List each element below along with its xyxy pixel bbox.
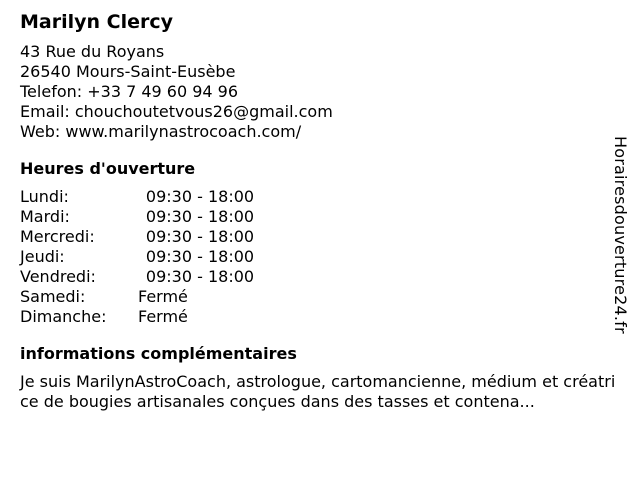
hours-time: 09:30 - 18:00 — [145, 247, 255, 266]
additional-info-text: Je suis MarilynAstroCoach, astrologue, cartomancienne, médium et créatrice de bougies artisanales conçues dans des tasses et contena... — [20, 372, 616, 411]
hours-day: Mercredi: — [20, 227, 95, 246]
business-name: Marilyn Clercy — [20, 11, 174, 33]
address-street: 43 Rue du Royans — [20, 42, 165, 61]
hours-time: 09:30 - 18:00 — [145, 187, 255, 206]
hours-row-tuesday — [20, 207, 262, 227]
business-card — [20, 8, 620, 412]
email-line: Email: chouchoutetvous26@gmail.com — [20, 102, 333, 121]
phone-line: Telefon: +33 7 49 60 94 96 — [20, 82, 239, 101]
hours-row-friday — [20, 267, 262, 287]
hours-day: Jeudi: — [20, 247, 65, 266]
opening-hours-table — [20, 187, 262, 327]
hours-day: Vendredi: — [20, 267, 96, 286]
address-city: 26540 Mours-Saint-Eusèbe — [20, 62, 236, 81]
hours-day: Lundi: — [20, 187, 69, 206]
additional-info-heading: informations complémentaires — [20, 344, 297, 363]
hours-time: 09:30 - 18:00 — [145, 207, 255, 226]
hours-row-sunday — [20, 307, 262, 327]
hours-day: Samedi: — [20, 287, 86, 306]
site-watermark: Horairesdouverture24.fr — [611, 136, 630, 334]
hours-row-monday — [20, 187, 262, 207]
opening-hours-heading: Heures d'ouverture — [20, 159, 196, 178]
hours-time: 09:30 - 18:00 — [145, 227, 255, 246]
hours-row-saturday — [20, 287, 262, 307]
hours-day: Dimanche: — [20, 307, 107, 326]
hours-day: Mardi: — [20, 207, 70, 226]
hours-row-thursday — [20, 247, 262, 267]
hours-time: 09:30 - 18:00 — [145, 267, 255, 286]
hours-row-wednesday — [20, 227, 262, 247]
hours-time: Fermé — [138, 287, 188, 306]
hours-time: Fermé — [138, 307, 188, 326]
web-line: Web: www.marilynastrocoach.com/ — [20, 122, 302, 141]
